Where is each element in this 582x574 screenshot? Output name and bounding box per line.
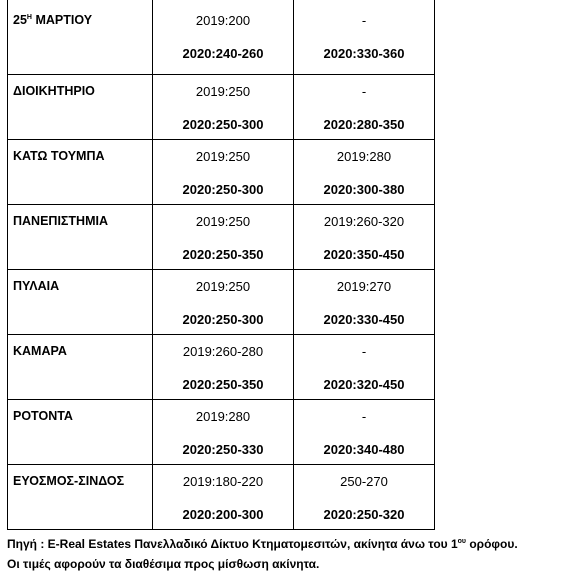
area-cell xyxy=(8,465,153,530)
price-2020: 2020:300-380 xyxy=(323,182,405,197)
availability-footnote: Οι τιμές αφορούν τα διαθέσιμα προς μίσθωση ακίνητα. xyxy=(7,557,320,571)
table-row xyxy=(8,270,435,335)
table-row xyxy=(8,205,435,270)
price-2020: 2020:250-300 xyxy=(182,312,264,327)
price-cell-col2 xyxy=(294,335,435,400)
price-2020: 2020:350-450 xyxy=(323,247,405,262)
price-cell-col1 xyxy=(153,400,294,465)
price-2019: 2019:250 xyxy=(195,279,251,294)
area-cell xyxy=(8,75,153,140)
price-2020: 2020:280-350 xyxy=(323,117,405,132)
table-row xyxy=(8,400,435,465)
area-name: ΕΥΟΣΜΟΣ-ΣΙΝΔΟΣ xyxy=(13,474,125,488)
table-row xyxy=(8,465,435,530)
price-2019: 250-270 xyxy=(340,474,388,489)
area-name: ΠΥΛΑΙΑ xyxy=(13,279,60,293)
price-2019: - xyxy=(361,344,367,359)
table-row xyxy=(8,0,435,75)
source-text-end: ορόφου. xyxy=(466,537,518,551)
area-name: ΚΑΤΩ ΤΟΥΜΠΑ xyxy=(13,149,105,163)
area-cell xyxy=(8,205,153,270)
source-footnote xyxy=(7,537,518,551)
price-2020: 2020:250-300 xyxy=(182,117,264,132)
price-2019: 2019:270 xyxy=(336,279,392,294)
price-2020: 2020:320-450 xyxy=(323,377,405,392)
price-2019: 2019:260-320 xyxy=(323,214,405,229)
price-2020: 2020:250-350 xyxy=(182,377,264,392)
price-2020: 2020:240-260 xyxy=(182,46,264,61)
price-cell-col2 xyxy=(294,400,435,465)
price-2020: 2020:250-320 xyxy=(323,507,405,522)
area-name: ΡΟΤΟΝΤΑ xyxy=(13,409,73,423)
price-2020: 2020:250-350 xyxy=(182,247,264,262)
area-name: ΔΙΟΙΚΗΤΗΡΙΟ xyxy=(13,84,95,98)
price-2019: 2019:250 xyxy=(195,214,251,229)
price-cell-col1 xyxy=(153,140,294,205)
area-cell xyxy=(8,0,153,75)
price-2020: 2020:340-480 xyxy=(323,442,405,457)
price-cell-col2 xyxy=(294,75,435,140)
price-2020: 2020:330-450 xyxy=(323,312,405,327)
price-cell-col2 xyxy=(294,465,435,530)
area-number: 25 xyxy=(13,13,27,27)
price-2020: 2020:330-360 xyxy=(323,46,405,61)
price-cell-col2 xyxy=(294,140,435,205)
table-row xyxy=(8,335,435,400)
price-2019: 2019:180-220 xyxy=(182,474,264,489)
area-cell xyxy=(8,400,153,465)
price-2019: 2019:260-280 xyxy=(182,344,264,359)
floor-ordinal-superscript: ου xyxy=(457,538,467,545)
table-row xyxy=(8,140,435,205)
price-2019: - xyxy=(361,84,367,99)
price-2019: 2019:250 xyxy=(195,84,251,99)
price-cell-col2 xyxy=(294,0,435,75)
price-2019: 2019:250 xyxy=(195,149,251,164)
source-text: Πηγή : E-Real Estates Πανελλαδικό Δίκτυο Κτηματομεσιτών, ακίνητα άνω του 1 xyxy=(7,537,458,551)
rental-price-table xyxy=(7,0,435,530)
price-cell-col2 xyxy=(294,205,435,270)
price-2019: - xyxy=(361,409,367,424)
table-row xyxy=(8,75,435,140)
price-2020: 2020:250-330 xyxy=(182,442,264,457)
area-name-rest: ΜΑΡΤΙΟΥ xyxy=(31,13,93,27)
price-2019: - xyxy=(361,13,367,28)
price-2020: 2020:200-300 xyxy=(182,507,264,522)
area-superscript: Η xyxy=(26,13,32,21)
area-cell xyxy=(8,140,153,205)
price-cell-col2 xyxy=(294,270,435,335)
price-2019: 2019:280 xyxy=(336,149,392,164)
price-cell-col1 xyxy=(153,0,294,75)
price-cell-col1 xyxy=(153,465,294,530)
price-2020: 2020:250-300 xyxy=(182,182,264,197)
price-2019: 2019:200 xyxy=(195,13,251,28)
area-name: ΠΑΝΕΠΙΣΤΗΜΙΑ xyxy=(13,214,108,228)
area-cell xyxy=(8,270,153,335)
price-cell-col1 xyxy=(153,205,294,270)
area-name: ΚΑΜΑΡΑ xyxy=(13,344,67,358)
area-name xyxy=(13,13,152,27)
price-2019: 2019:280 xyxy=(195,409,251,424)
price-cell-col1 xyxy=(153,270,294,335)
price-cell-col1 xyxy=(153,335,294,400)
area-cell xyxy=(8,335,153,400)
price-cell-col1 xyxy=(153,75,294,140)
